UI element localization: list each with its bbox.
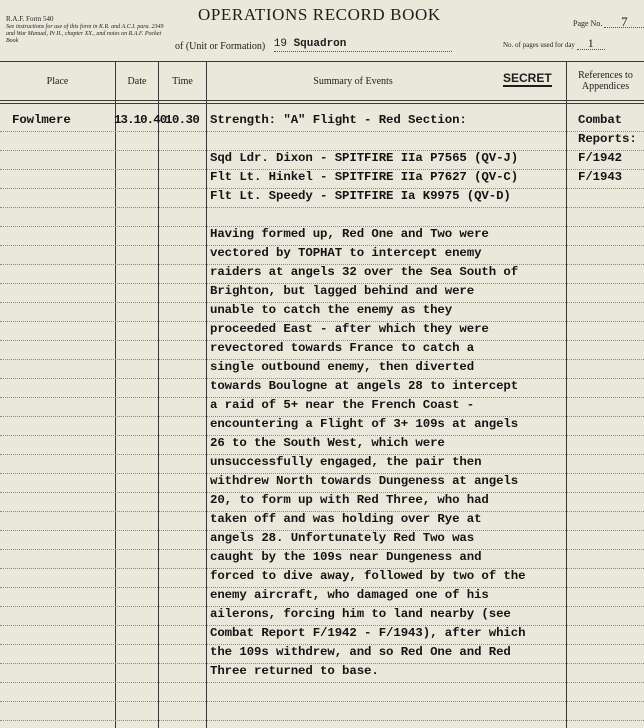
- summary-line: Having formed up, Red One and Two were: [210, 227, 489, 241]
- summary-line: 26 to the South West, which were: [210, 436, 445, 450]
- summary-line: Brighton, but lagged behind and were: [210, 284, 475, 298]
- summary-line: forced to dive away, followed by two of the: [210, 569, 526, 583]
- secret-stamp: SECRET: [503, 71, 552, 85]
- form-instructions: See instructions for use of this form in K.R. and A.C.I. para. 2349 and War Manual, Pt II., chapter XX., and notes on R.A.F. Pocket Book: [6, 24, 164, 44]
- page-number-field: [573, 16, 644, 28]
- column-divider-place: [115, 61, 116, 728]
- ruled-line: [0, 701, 644, 702]
- entry-place: Fowlmere: [12, 113, 71, 127]
- column-divider-summary: [566, 61, 567, 728]
- unit-name: Squadron: [293, 38, 347, 50]
- summary-line: towards Boulogne at angels 28 to intercept: [210, 379, 519, 393]
- column-header-references: References to Appendices: [578, 70, 633, 92]
- entry-time: 10.30: [165, 113, 200, 127]
- summary-line: Sqd Ldr. Dixon - SPITFIRE IIa P7565 (QV-J): [210, 151, 519, 165]
- reference-line: Combat: [578, 113, 623, 127]
- reference-line: Reports:: [578, 132, 637, 146]
- summary-line: Strength: "A" Flight - Red Section:: [210, 113, 467, 127]
- column-header-time: Time: [172, 75, 193, 87]
- table-header-border: [0, 100, 644, 101]
- page-number-label: Page No.: [573, 19, 603, 28]
- summary-line: encountering a Flight of 3+ 109s at angels: [210, 417, 519, 431]
- summary-line: angels 28. Unfortunately Red Two was: [210, 531, 475, 545]
- ruled-line: [0, 682, 644, 683]
- summary-line: a raid of 5+ near the French Coast -: [210, 398, 475, 412]
- summary-line: Flt Lt. Hinkel - SPITFIRE IIa P7627 (QV-C): [210, 170, 519, 184]
- summary-line: taken off and was holding over Rye at: [210, 512, 482, 526]
- pages-used-label: No. of pages used for day: [503, 41, 575, 49]
- summary-line: unable to catch the enemy as they: [210, 303, 453, 317]
- column-header-summary: Summary of Events: [313, 75, 393, 87]
- unit-label: of (Unit or Formation): [175, 41, 266, 52]
- page-title: OPERATIONS RECORD BOOK: [198, 5, 441, 24]
- reference-line: F/1943: [578, 170, 623, 184]
- ruled-line: [0, 207, 644, 208]
- column-header-date: Date: [127, 75, 147, 87]
- summary-line: raiders at angels 32 over the Sea South of: [210, 265, 519, 279]
- summary-line: single outbound enemy, then diverted: [210, 360, 475, 374]
- summary-line: vectored by TOPHAT to intercept enemy: [210, 246, 482, 260]
- unit-number: 19: [273, 38, 287, 50]
- ruled-line: [0, 131, 644, 132]
- summary-line: Flt Lt. Speedy - SPITFIRE Ia K9975 (QV-D): [210, 189, 511, 203]
- page-number-value: 7: [604, 16, 644, 28]
- form-number: R.A.F. Form 540: [6, 15, 54, 23]
- summary-line: proceeded East - after which they were: [210, 322, 489, 336]
- summary-line: withdrew North towards Dungeness at angels: [210, 474, 519, 488]
- summary-line: caught by the 109s near Dungeness and: [210, 550, 482, 564]
- summary-line: unsuccessfully engaged, the pair then: [210, 455, 482, 469]
- ruled-line: [0, 720, 644, 721]
- summary-line: 20, to form up with Red Three, who had: [210, 493, 489, 507]
- column-divider-time: [206, 61, 207, 728]
- summary-line: Combat Report F/1942 - F/1943), after which: [210, 626, 526, 640]
- column-divider-date: [158, 61, 159, 728]
- table-header-border-inner: [0, 103, 644, 104]
- entry-date: 13.10.40: [114, 113, 167, 127]
- pages-used-field: [503, 38, 605, 50]
- pages-used-value: 1: [577, 38, 605, 50]
- unit-field: [274, 38, 452, 52]
- summary-line: the 109s withdrew, and so Red One and Red: [210, 645, 511, 659]
- reference-line: F/1942: [578, 151, 623, 165]
- unit-line: [175, 38, 452, 52]
- column-header-place: Place: [46, 75, 69, 87]
- summary-line: enemy aircraft, who damaged one of his: [210, 588, 489, 602]
- summary-line: ailerons, forcing him to land nearby (see: [210, 607, 511, 621]
- summary-line: revectored towards France to catch a: [210, 341, 475, 355]
- summary-line: Three returned to base.: [210, 664, 379, 678]
- form-header-notes: [6, 16, 166, 45]
